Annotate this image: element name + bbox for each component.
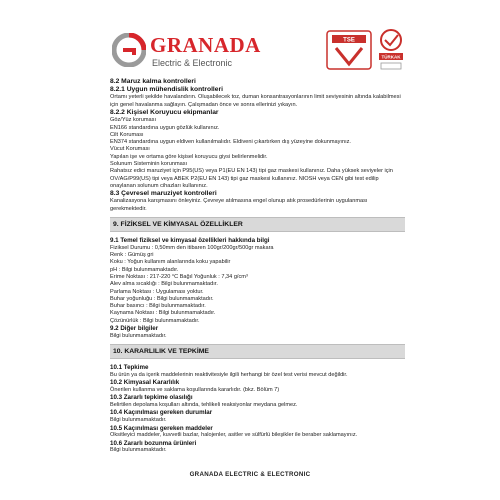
svg-text:TSE: TSE: [343, 37, 355, 44]
section-10-1-title: 10.1 Tepkime: [110, 364, 149, 372]
section-8-2-title: 8.2 Maruz kalma kontrolleri: [110, 78, 196, 85]
section-8-3-text: Kanalizasyona karışmasını önleyiniz. Çevreye atılmasına engel olunup atık prosedürlerinin uygulanması gerekmektedir.: [110, 198, 368, 212]
page-header: [0, 0, 500, 78]
section-10-1-text: Bu ürün ya da içerik maddelerinin reaktivitesiyle ilgili herhangi bir özel test verisi mevcut değildir.: [110, 371, 348, 378]
section-9-header: 9. FİZİKSEL VE KİMYASAL ÖZELLİKLER: [110, 217, 405, 232]
section-8-2-1-text: Ortamı yeterli şekilde havalandırın. Oluşabilecek toz, duman konsantrasyonlarının limit seviyesinin altında kalabilmesi için genel havalanma sağlayın. Çalışmadan önce ve sonra ellerinizi yıkayın.: [110, 94, 401, 108]
skin-protection-text: EN374 standardına uygun eldiven kullanılmalıdır. Eldiveni çıkartırken dış yüzeyine dokunmayınız.: [110, 139, 351, 146]
section-10-5-text: Oksitleyici maddeler, kuvvetli bazlar, halojenler, asitler ve sülfürlü bileşikler ile beraber saklamayınız.: [110, 432, 358, 439]
section-10-3-text: Belirtilen depolama koşulları altında, tehlikeli reaksiyonlar meydana gelmez.: [110, 402, 298, 409]
property-ph: pH : Bilgi bulunmamaktadır.: [110, 266, 179, 273]
property-physical-state: Fiziksel Durumu : 0,50mm den itibaren 100gr/200gr/500gr makara: [110, 244, 274, 251]
section-10-3-title: 10.3 Zararlı tepkime olasılığı: [110, 394, 193, 402]
property-odor: Koku : Yoğun kullanım alanlarında koku yapabilir: [110, 259, 231, 266]
section-9-1-title: 9.1 Temel fiziksel ve kimyasal özellikleri hakkında bilgi: [110, 236, 270, 244]
section-9-2-title: 9.2 Diğer bilgiler: [110, 325, 159, 333]
section-10-2-title: 10.2 Kimyasal Kararlılık: [110, 379, 180, 387]
property-color: Renk : Gümüş gri: [110, 252, 154, 259]
granada-logo-icon: [112, 33, 146, 67]
property-solubility: Çözünürlük : Bilgi bulunmamaktadır.: [110, 317, 200, 324]
property-vapor-pressure: Buhar basıncı : Bilgi bulunmamaktadır.: [110, 303, 206, 310]
document-body: [110, 78, 405, 455]
property-vapor-density: Buhar yoğunluğu : Bilgi bulunmamaktadır.: [110, 295, 214, 302]
eye-protection-label: Göz/Yüz koruması: [110, 117, 157, 124]
property-boiling-point: Kaynama Noktası : Bilgi bulunmamaktadır.: [110, 310, 216, 317]
svg-text:TÜRKAK: TÜRKAK: [381, 54, 401, 60]
section-8-3-title: 8.3 Çevresel maruziyet kontrolleri: [110, 190, 217, 198]
skin-protection-label: Cilt Koruması: [110, 131, 144, 138]
page-footer: GRANADA ELECTRIC & ELECTRONIC: [189, 471, 311, 478]
property-melting-point: Erime Noktası : 217-220 °C Bağıl Yoğunluk : 7,34 g/cm³: [110, 273, 248, 280]
section-9-2-text: Bilgi bulunmamaktadır.: [110, 332, 167, 339]
section-10-4-text: Bilgi bulunmamaktadır.: [110, 417, 167, 424]
property-flash-point: Parlama Noktası : Uygulaması yoktur.: [110, 288, 204, 295]
body-protection-text: Yapılan işe ve ortama göre kişisel koruyucu giysi belirlenmelidir.: [110, 153, 268, 160]
respiratory-protection-text: Rahatsız edici maruziyet için P95(US) veya P1(EU EN 143) tipi gaz maskesi kullanınız. Daha yüksek seviyeler için OV/AG/P99(US) tipi veya ABEK P2(EU EN 143) tipi gaz maskesi kullanınız. NIOSH veya CEN gibi test edilip onaylanan solunum cihazları kullanınız.: [110, 168, 393, 189]
section-10-6-text: Bilgi bulunmamaktadır.: [110, 447, 167, 454]
turkak-accreditation-badge-icon: [378, 28, 404, 72]
company-logo-subtitle: Electric & Electronic: [152, 58, 233, 68]
company-logo-name: GRANADA: [150, 33, 261, 57]
property-ignition-temp: Alev alma sıcaklığı : Bilgi bulunmamaktadır.: [110, 281, 218, 288]
section-10-2-text: Önerilen kullanma ve saklama koşullarında kararlıdır. (bkz. Bölüm 7): [110, 387, 280, 394]
section-10-4-title: 10.4 Kaçınılması gereken durumlar: [110, 409, 213, 417]
section-10-header: 10. KARARLILIK VE TEPKİME: [110, 344, 405, 359]
section-10-5-title: 10.5 Kaçınılması gereken maddeler: [110, 424, 213, 432]
tse-certificate-badge-icon: [326, 30, 372, 70]
section-8-2-2-title: 8.2.2 Kişisel Koruyucu ekipmanlar: [110, 109, 219, 116]
eye-protection-text: EN166 standardına uygun gözlük kullanınız.: [110, 124, 220, 131]
section-10-6-title: 10.6 Zararlı bozunma ürünleri: [110, 439, 197, 447]
body-protection-label: Vücut Koruması: [110, 146, 150, 153]
respiratory-protection-label: Solunum Sisteminin korunması: [110, 160, 188, 167]
section-8-2-1-title: 8.2.1 Uygun mühendislik kontrolleri: [110, 86, 223, 94]
